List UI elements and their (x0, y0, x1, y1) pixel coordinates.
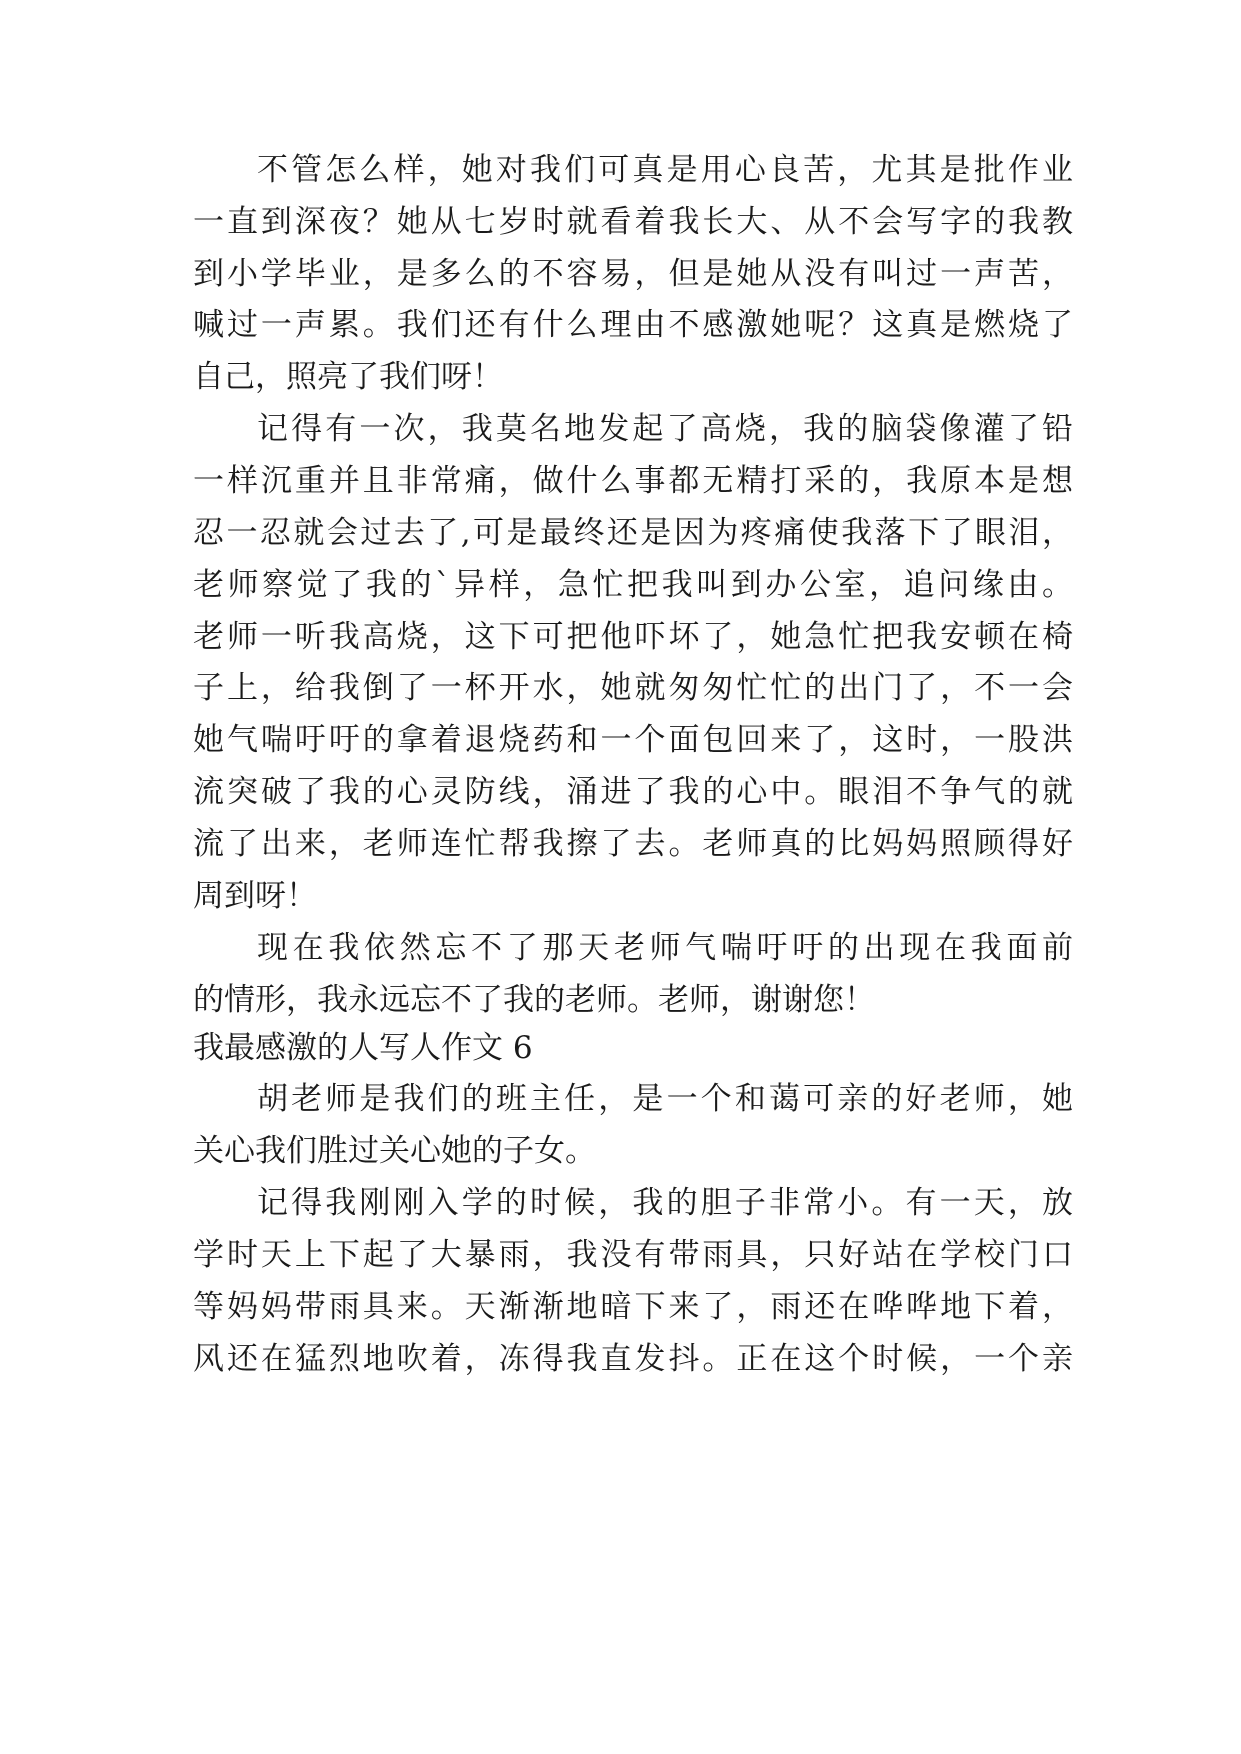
paragraph-line: 老师一听我高烧，这下可把他吓坏了，她急忙把我安顿在椅 (193, 619, 1073, 655)
paragraph-line: 关心我们胜过关心她的子女。 (193, 1133, 596, 1169)
section-heading: 我最感激的人写人作文 6 (193, 1030, 533, 1066)
paragraph-line: 流了出来，老师连忙帮我擦了去。老师真的比妈妈照顾得好 (193, 826, 1073, 862)
paragraph-line: 不管怎么样，她对我们可真是用心良苦，尤其是批作业 (257, 152, 1073, 188)
paragraph-line: 喊过一声累。我们还有什么理由不感激她呢？这真是燃烧了 (193, 307, 1073, 343)
paragraph-line: 自己，照亮了我们呀！ (193, 359, 503, 395)
paragraph-line: 风还在猛烈地吹着，冻得我直发抖。正在这个时候，一个亲 (193, 1341, 1073, 1377)
paragraph-line: 胡老师是我们的班主任，是一个和蔼可亲的好老师，她 (257, 1081, 1073, 1117)
paragraph-line: 忍一忍就会过去了,可是最终还是因为疼痛使我落下了眼泪， (193, 515, 1073, 551)
paragraph-line: 学时天上下起了大暴雨，我没有带雨具，只好站在学校门口 (193, 1237, 1073, 1273)
paragraph-line: 子上，给我倒了一杯开水，她就匆匆忙忙的出门了，不一会 (193, 670, 1073, 706)
paragraph-line: 老师察觉了我的`异样，急忙把我叫到办公室，追问缘由。 (193, 567, 1073, 603)
paragraph-line: 记得我刚刚入学的时候，我的胆子非常小。有一天，放 (257, 1185, 1073, 1221)
paragraph-line: 周到呀！ (193, 878, 317, 914)
paragraph-line: 一直到深夜？她从七岁时就看着我长大、从不会写字的我教 (193, 204, 1073, 240)
paragraph-line: 现在我依然忘不了那天老师气喘吁吁的出现在我面前 (257, 930, 1073, 966)
paragraph-line: 到小学毕业，是多么的不容易，但是她从没有叫过一声苦， (193, 256, 1073, 292)
paragraph-line: 记得有一次，我莫名地发起了高烧，我的脑袋像灌了铅 (257, 411, 1073, 447)
paragraph-line: 流突破了我的心灵防线，涌进了我的心中。眼泪不争气的就 (193, 774, 1073, 810)
paragraph-line: 等妈妈带雨具来。天渐渐地暗下来了，雨还在哗哗地下着， (193, 1289, 1073, 1325)
paragraph-line: 的情形，我永远忘不了我的老师。老师，谢谢您！ (193, 982, 875, 1018)
paragraph-line: 一样沉重并且非常痛，做什么事都无精打采的，我原本是想 (193, 463, 1073, 499)
paragraph-line: 她气喘吁吁的拿着退烧药和一个面包回来了，这时，一股洪 (193, 722, 1073, 758)
